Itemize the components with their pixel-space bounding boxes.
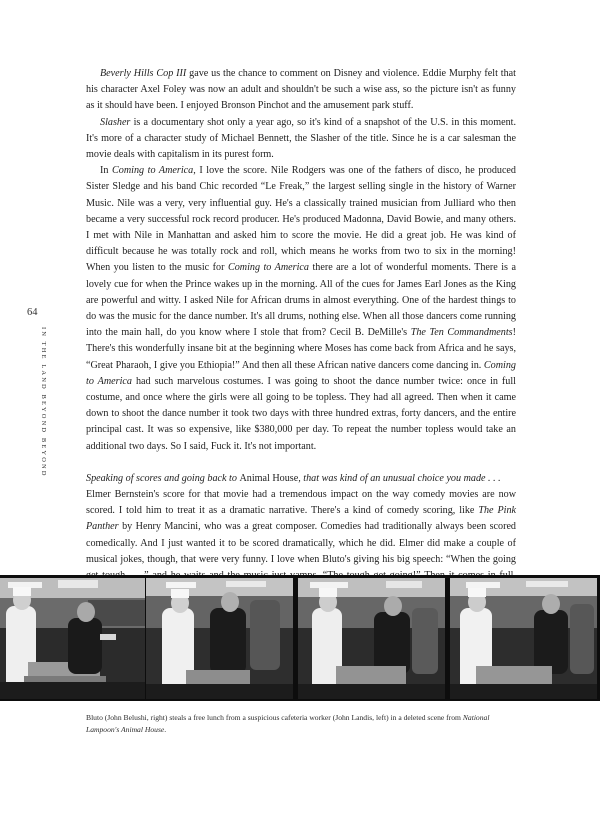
body-text [86, 66, 516, 584]
film-title: The Ten Commandments [410, 327, 513, 339]
film-title: The Pink Panther [86, 505, 517, 533]
interview-question: Speaking of scores and going back to Animal House, that was kind of an unusual choice you made . . . [86, 472, 501, 484]
film-still-4 [450, 578, 597, 699]
film-title: Beverly Hills Cop III [100, 68, 187, 79]
photo-caption: Bluto (John Belushi, right) steals a free lunch from a suspicious cafeteria worker (John Landis, left) in a deleted scene from National Lampoon's Animal House. [86, 713, 490, 734]
running-head: IN THE LAND BEYOND BEYOND [40, 327, 47, 478]
film-title: Slasher [100, 116, 131, 128]
interview-answer: Elmer Bernstein's score for that movie had a tremendous impact on the way comedy movies are now scored. I told him to treat it as a dramatic narrative. There's a kind of comedy scoring, like The Pink Panther by Henry Mancini, who was a great composer. Comedies had traditionally always been scored comedically. And I just wanted it to be scored dramatically, which he did. Elmer did make a couple of musical jokes, though, that were very funny. I love when Bluto's giving his big speech: “When the going [86, 489, 517, 565]
film-still-2 [146, 578, 293, 699]
film-title: Coming to America [112, 165, 194, 177]
film-still-1 [0, 578, 145, 699]
film-title: Coming to America [86, 359, 516, 387]
paragraph-beverly-hills: Beverly Hills Cop III gave us the chance to comment on Disney and violence. Eddie Murphy felt that his character Axel Foley was now an adult and shouldn't be such a wise ass, so the picture isn't as funny as it should have been. I enjoyed Bronson Pinchot and the amusement park stuff. [86, 68, 516, 112]
page-number: 64 [27, 307, 38, 318]
paragraph-coming-to-america: In Coming to America, I love the score. Nile Rodgers was one of the fathers of disco, he produced Sister Sledge and his band Chic recorded “Le Freak,” the largest selling single in the history of Warner Music. Nile was a very, very influential guy. He's a classically trained musician from Julliard who then became a very successful rock record producer. He's produced Madonna, David Bowie, and many others. I met with Nile in Manhattan and asked him to score the movie. He did a great job. He was kind of difficult because he was totally rock and roll, which means he works from two to six in the morning! When you listen to the music for Coming to America there are a lot of wonderful moments. There is a lovely cue for when the Prince wakes up in the morning. All of the cues for James Earl Jones as the King are powerful and witty. I asked Nile for African drums in almost everything. One of the hardest things to do was the music for the dance number. It's all drums, nothing else. When all those dancers come running into the main hall, do you know where I stole that from? Cecil B. DeMille's The Ten Commandments! There's this wonderfully insane bit at the beginning where Moses has come back from Africa and he says, “Great Pharaoh, I give you Ethiopia!” And then all these African native dancers come dancing in. Coming to America had such marvelous costumes. I was going to shoot the dance number twice: once in full costume, and once where the girls were all going to be topless. They had all agreed. Then when it came down to shoot the dance number it took two days with three hundred extras, forty dancers, and the entire principal cast. It was so expensive, like $380,000 per day. To repeat the number topless would take an additional two days. So I said, Fuck it. It's not important. [86, 165, 516, 452]
film-title: Animal House [239, 472, 299, 484]
paragraph-slasher: Slasher is a documentary shot only a year ago, so it's kind of a snapshot of the U.S. in this moment. It's more of a character study of Michael Bennett, the Slasher of the title. Since he is a car salesman the movie deals with capitalism in its purest form. [86, 116, 516, 161]
film-title: National Lampoon's Animal House [86, 713, 490, 734]
photo-strip [0, 575, 600, 701]
film-title: Coming to America [227, 262, 309, 274]
film-still-3 [298, 578, 445, 699]
